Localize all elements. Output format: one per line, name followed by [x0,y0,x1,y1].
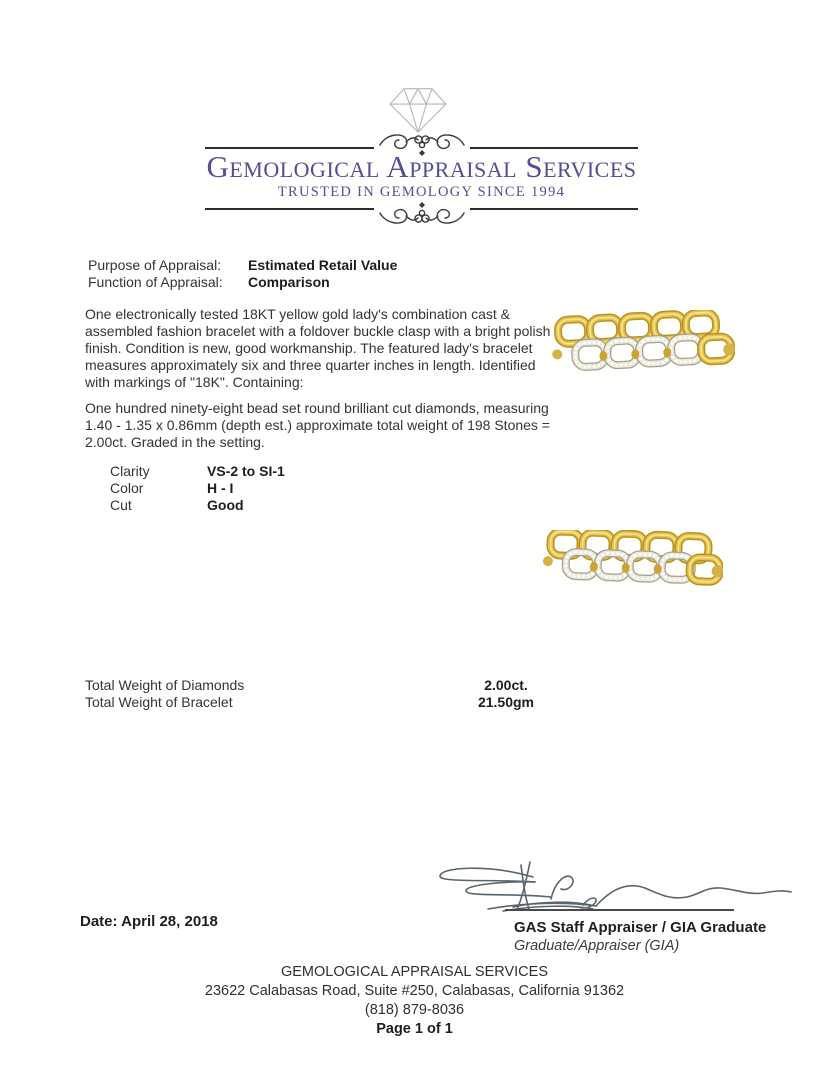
letterhead-rule-bottom [205,194,638,224]
color-value: H - I [207,480,234,496]
bracelet-photo-top [545,310,735,385]
totals-labels [85,677,244,711]
totals-values [446,677,566,711]
grade-table [110,463,285,514]
total-bracelet-label: Total Weight of Bracelet [85,694,233,710]
footer-address: 23622 Calabasas Road, Suite #250, Calabasas, California 91362 [204,983,625,999]
function-value: Comparison [248,274,330,290]
signer-title: GAS Staff Appraiser / GIA Graduate [514,919,767,936]
signer-block [514,919,766,955]
color-label: Color [110,480,144,496]
diamond-logo-icon [383,83,453,135]
document-footer [0,963,829,1039]
grade-row [110,463,285,480]
purpose-label: Purpose of Appraisal: [88,257,222,273]
appraisal-date: Date: April 28, 2018 [80,913,218,930]
total-bracelet-value: 21.50gm [477,694,535,710]
total-diamonds-value: 2.00ct. [484,677,528,693]
footer-phone: (818) 879-8036 [364,1002,465,1018]
bracelet-photo-bottom [538,530,723,590]
page-number: Page 1 of 1 [376,1021,453,1037]
item-description: One electronically tested 18KT yellow gold lady's combination cast & assembled fashion bracelet with a foldover buckle clasp with a bright polish finish. Condition is new, good workmanship. The featured lady's bracelet measures approximately six and three quarter inches in length. Identified with markings of "18K". Containing: [85,306,551,390]
appraiser-signature [433,857,795,913]
clarity-label: Clarity [110,463,150,479]
footer-company: GEMOLOGICAL APPRAISAL SERVICES [280,964,548,980]
scroll-flourish-icon [376,198,468,228]
rule-segment [470,208,639,211]
grade-row [110,497,285,514]
cut-label: Cut [110,497,132,513]
brand-name: Gemological Appraisal Services [206,149,637,184]
diamond-description: One hundred ninety-eight bead set round brilliant cut diamonds, measuring 1.40 - 1.35 x 0.86mm (depth est.) approximate total weight of 198 Stones = 2.00ct. Graded in the setting. [85,400,550,450]
clarity-value: VS-2 to SI-1 [207,463,285,479]
cut-value: Good [207,497,244,513]
appraisal-purpose-block [88,257,397,291]
grade-row [110,480,285,497]
function-label: Function of Appraisal: [88,274,223,290]
function-row [88,274,397,291]
total-diamonds-label: Total Weight of Diamonds [85,677,245,693]
purpose-value: Estimated Retail Value [248,257,398,273]
purpose-row [88,257,397,274]
signature-underline [505,909,734,911]
brand-tagline: TRUSTED IN GEMOLOGY SINCE 1994 [277,184,566,200]
signer-subtitle: Graduate/Appraiser (GIA) [514,938,680,954]
rule-segment [205,208,374,211]
